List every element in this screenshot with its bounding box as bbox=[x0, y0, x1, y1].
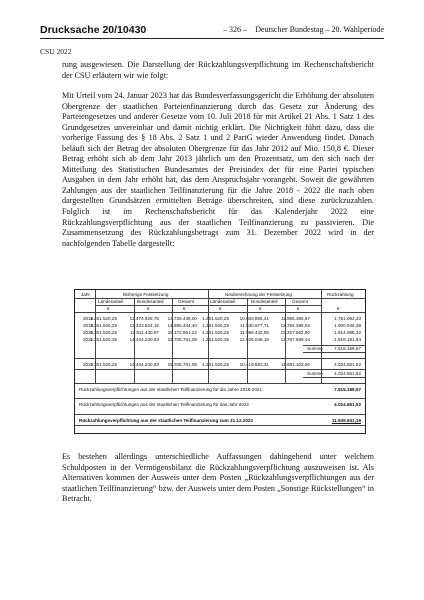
cell: 11.955.385,67 bbox=[280, 316, 310, 321]
summary-label: Rückzahlungsverpflichtungen aus der staatlichen Teilfinanzierung für das Jahr 2022 bbox=[79, 402, 249, 407]
table-rule bbox=[75, 383, 365, 384]
cell: 1.261.520,25 bbox=[202, 330, 229, 335]
euro-sign: € bbox=[107, 306, 110, 311]
euro-sign: € bbox=[219, 306, 222, 311]
cell: 13.257.962,90 bbox=[280, 330, 310, 335]
table-header-recalc: Neuberechnung der Festsetzung bbox=[225, 292, 292, 297]
page-header bbox=[40, 24, 384, 39]
row-year: 2021 bbox=[83, 337, 94, 342]
row-year: 2019 bbox=[83, 323, 94, 328]
table-rule bbox=[134, 298, 135, 383]
euro-sign: € bbox=[183, 306, 186, 311]
cell: 14.695.344,40 bbox=[167, 323, 197, 328]
table-subheader: Gesamt bbox=[292, 299, 309, 304]
cell: 1.261.520,25 bbox=[202, 337, 229, 342]
table-rule bbox=[95, 290, 96, 383]
table-rule bbox=[172, 298, 173, 383]
row-year: 2020 bbox=[83, 330, 94, 335]
table-header-previous: Bisherige Festsetzung bbox=[123, 292, 169, 297]
table-subheader: Länderanteil bbox=[98, 299, 124, 304]
summary-value: 7.515.189,67 bbox=[334, 387, 361, 392]
cell: 1.261.520,25 bbox=[90, 316, 117, 321]
table-subheader: Bundesanteil bbox=[137, 299, 164, 304]
repayment-table bbox=[74, 289, 366, 434]
cell: 13.787.569,44 bbox=[280, 337, 310, 342]
cell: 1.261.520,25 bbox=[202, 362, 229, 367]
cell: 13.736.449,00 bbox=[167, 316, 197, 321]
cell: 1.918.191,64 bbox=[334, 337, 361, 342]
cell: 12.794.398,02 bbox=[280, 323, 310, 328]
table-rule bbox=[75, 425, 365, 426]
table-rule bbox=[285, 298, 286, 383]
cell: 1.261.520,25 bbox=[90, 337, 117, 342]
document-number: Drucksache 20/10430 bbox=[40, 24, 147, 36]
cell: 1.914.988,32 bbox=[334, 330, 361, 335]
table-subheader: Gesamt bbox=[178, 299, 195, 304]
sum-value: 7.515.189,67 bbox=[334, 346, 361, 351]
cell: 1.900.946,38 bbox=[334, 323, 361, 328]
cell: 11.681.103,56 bbox=[280, 362, 310, 367]
cell: 12.474.928,75 bbox=[129, 316, 159, 321]
table-rule bbox=[75, 414, 365, 415]
table-rule bbox=[303, 377, 365, 378]
row-year: 2018 bbox=[83, 316, 94, 321]
cell: 15.705.761,08 bbox=[167, 362, 197, 367]
cell: 10.683.855,41 bbox=[239, 316, 269, 321]
sum-label: Summe bbox=[307, 371, 323, 376]
table-rule bbox=[75, 398, 365, 399]
table-header-year: Jahr bbox=[81, 292, 90, 297]
row-year: 2022 bbox=[83, 362, 94, 367]
cell: 13.433.824,15 bbox=[129, 323, 159, 328]
table-rule bbox=[247, 298, 248, 383]
table-subheader: Bundesanteil bbox=[251, 299, 278, 304]
cell: 14.444.240,83 bbox=[129, 337, 159, 342]
table-subheader: Länderanteil bbox=[210, 299, 236, 304]
summary-total-value: 11.539.841,19 bbox=[331, 418, 361, 423]
summary-label: Rückzahlungsverpflichtungen aus der staatlichen Teilfinanzierung für die Jahre 2018-2021 bbox=[79, 387, 263, 392]
paragraph-judgment: Mit Urteil vom 24. Januar 2023 hat das Bundesverfassungsgericht die Erhöhung der absoluten Obergrenze der staatlichen Parteienfinanzierung durch das Gesetz zur Änderung des Parteiengesetzes und anderer Gesetze vom 10. Juli 2018 für mit Artikel 21 Abs. 1 Satz 1 des Grundgesetzes unvereinbar und damit nichtig erklärt. Die Nichtigkeit führt dazu, dass die vorherige Fassung des § 18 Abs. 2 Satz 1 und 2 PartG wieder Anwendung findet. Danach beläuft sich der Betrag der absoluten Obergrenze für das Jahr 2012 auf Mio. 150,8 €. Dieser Betrag erhöht sich ab dem Jahr 2013 jährlich um den Prozentsatz, um den sich nach der Mitteilung des Statistischen Bundesamtes der Preisindex der für eine Partei typischen Ausgaben in dem Jahr erhöht hat, das dem Anspruchsjahr vorangeht. Soweit die gewährten Zahlungen aus der staatlichen Teilfinanzierung für die Jahre 2018 - 2022 die nach oben dargestellten Grundsätzen ermittelten Beträge überschreiten, sind diese zurückzuzahlen. Folglich ist im Rechenschaftsbericht für das Kalenderjahr 2022 eine Rückzahlungsverpflichtung aus der staatlichen Teilfinanzierung zu passivieren. Die Zusammensetzung des Rückzahlungsbetrags zum 31. Dezember 2022 wird in der nachfolgenden Tabelle dargestellt: bbox=[62, 91, 374, 248]
table-rule bbox=[303, 345, 365, 346]
party-subheader: CSU 2022 bbox=[40, 47, 72, 56]
cell: 1.261.520,25 bbox=[202, 323, 229, 328]
cell: 1.781.063,33 bbox=[334, 316, 361, 321]
cell: 1.261.520,25 bbox=[202, 316, 229, 321]
header-publication: Deutscher Bundestag – 20. Wahlperiode bbox=[255, 25, 384, 34]
paragraph-intro: rung ausgewiesen. Die Darstellung der Rückzahlungsverpflichtung im Rechenschaftsbericht der CSU erläutern wir wie folgt: bbox=[62, 60, 374, 80]
cell: 11.996.442,65 bbox=[239, 330, 269, 335]
cell: 1.261.520,25 bbox=[90, 362, 117, 367]
table-rule bbox=[208, 290, 209, 383]
cell: 1.261.520,25 bbox=[90, 330, 117, 335]
cell: 13.911.430,97 bbox=[129, 330, 159, 335]
table-rule bbox=[321, 290, 322, 383]
cell: 10.419.583,31 bbox=[239, 362, 269, 367]
cell: 4.024.651,52 bbox=[334, 362, 361, 367]
cell: 15.172.951,22 bbox=[167, 330, 197, 335]
table-rule bbox=[303, 352, 365, 353]
summary-total-label: Rückzahlungsverpflichtung aus der staatlichen Teilfinanzierung zum 31.12.2022 bbox=[79, 418, 254, 423]
sum-label: Summe bbox=[307, 346, 323, 351]
summary-value: 4.024.651,52 bbox=[334, 402, 361, 407]
cell: 12.526.049,18 bbox=[239, 337, 269, 342]
cell: 15.705.761,08 bbox=[167, 337, 197, 342]
euro-sign: € bbox=[297, 306, 300, 311]
table-header-repayment: Rückzahlung bbox=[327, 292, 354, 297]
euro-sign: € bbox=[147, 306, 150, 311]
euro-sign: € bbox=[337, 306, 340, 311]
euro-sign: € bbox=[259, 306, 262, 311]
cell: 11.530.877,71 bbox=[239, 323, 269, 328]
cell: 1.261.520,25 bbox=[90, 323, 117, 328]
paragraph-alternatives: Es bestehen allerdings unterschiedliche Auffassungen dahingehend unter welchem Schuldposten in der Vermögensbilanz die Rückzahlungsverpflichtung auszuweisen ist. Als Alternativen kommen der Ausweis unter dem Posten „Rückzahlungsverpflichtungen aus der staatlichen Teilfinanzierung“ bzw. der Ausweis unter dem Posten „Sonstige Rückstellungen“ in Betracht. bbox=[62, 452, 374, 504]
cell: 14.444.240,83 bbox=[129, 362, 159, 367]
page-number: – 326 – bbox=[223, 25, 247, 34]
sum-value: 4.024.651,52 bbox=[334, 371, 361, 376]
